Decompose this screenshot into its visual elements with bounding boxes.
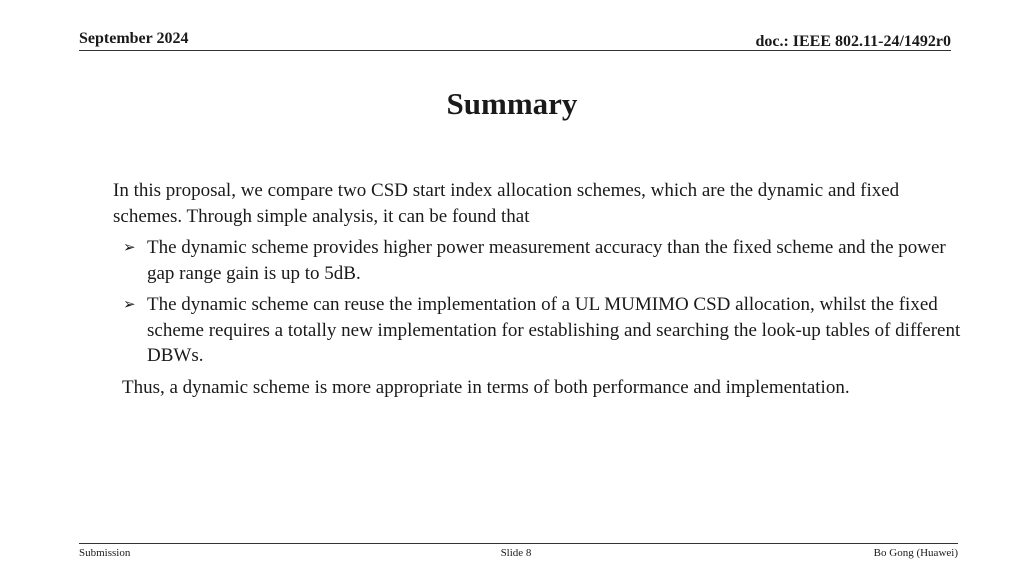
bullet-text: The dynamic scheme can reuse the implementation of a UL MUMIMO CSD allocation, whilst the fixed scheme requires a totally new implementation for establishing and searching the look-up tables of different DBWs. — [147, 294, 961, 366]
header-doc-id: doc.: IEEE 802.11-24/1492r0 — [755, 33, 951, 50]
header-date: September 2024 — [79, 30, 189, 47]
intro-paragraph: In this proposal, we compare two CSD start index allocation schemes, which are the dynamic and fixed schemes. Through simple analysis, it can be found that — [113, 180, 900, 227]
slide-body — [113, 178, 963, 400]
footer-author: Bo Gong (Huawei) — [873, 547, 958, 559]
conclusion-paragraph: Thus, a dynamic scheme is more appropriate in terms of both performance and implementation. — [122, 376, 850, 398]
arrow-bullet-icon: ➢ — [123, 238, 136, 256]
arrow-bullet-icon: ➢ — [123, 295, 136, 313]
bullet-text: The dynamic scheme provides higher power measurement accuracy than the fixed scheme and the power gap range gain is up to 5dB. — [147, 237, 946, 284]
header-divider — [79, 50, 951, 51]
slide-title: Summary — [446, 86, 578, 121]
footer-submission: Submission — [79, 547, 131, 559]
bullet-list — [113, 235, 963, 369]
bullet-item — [113, 235, 963, 286]
footer-divider — [79, 543, 958, 544]
footer-slide-number: Slide 8 — [500, 547, 532, 559]
bullet-item — [113, 292, 963, 369]
